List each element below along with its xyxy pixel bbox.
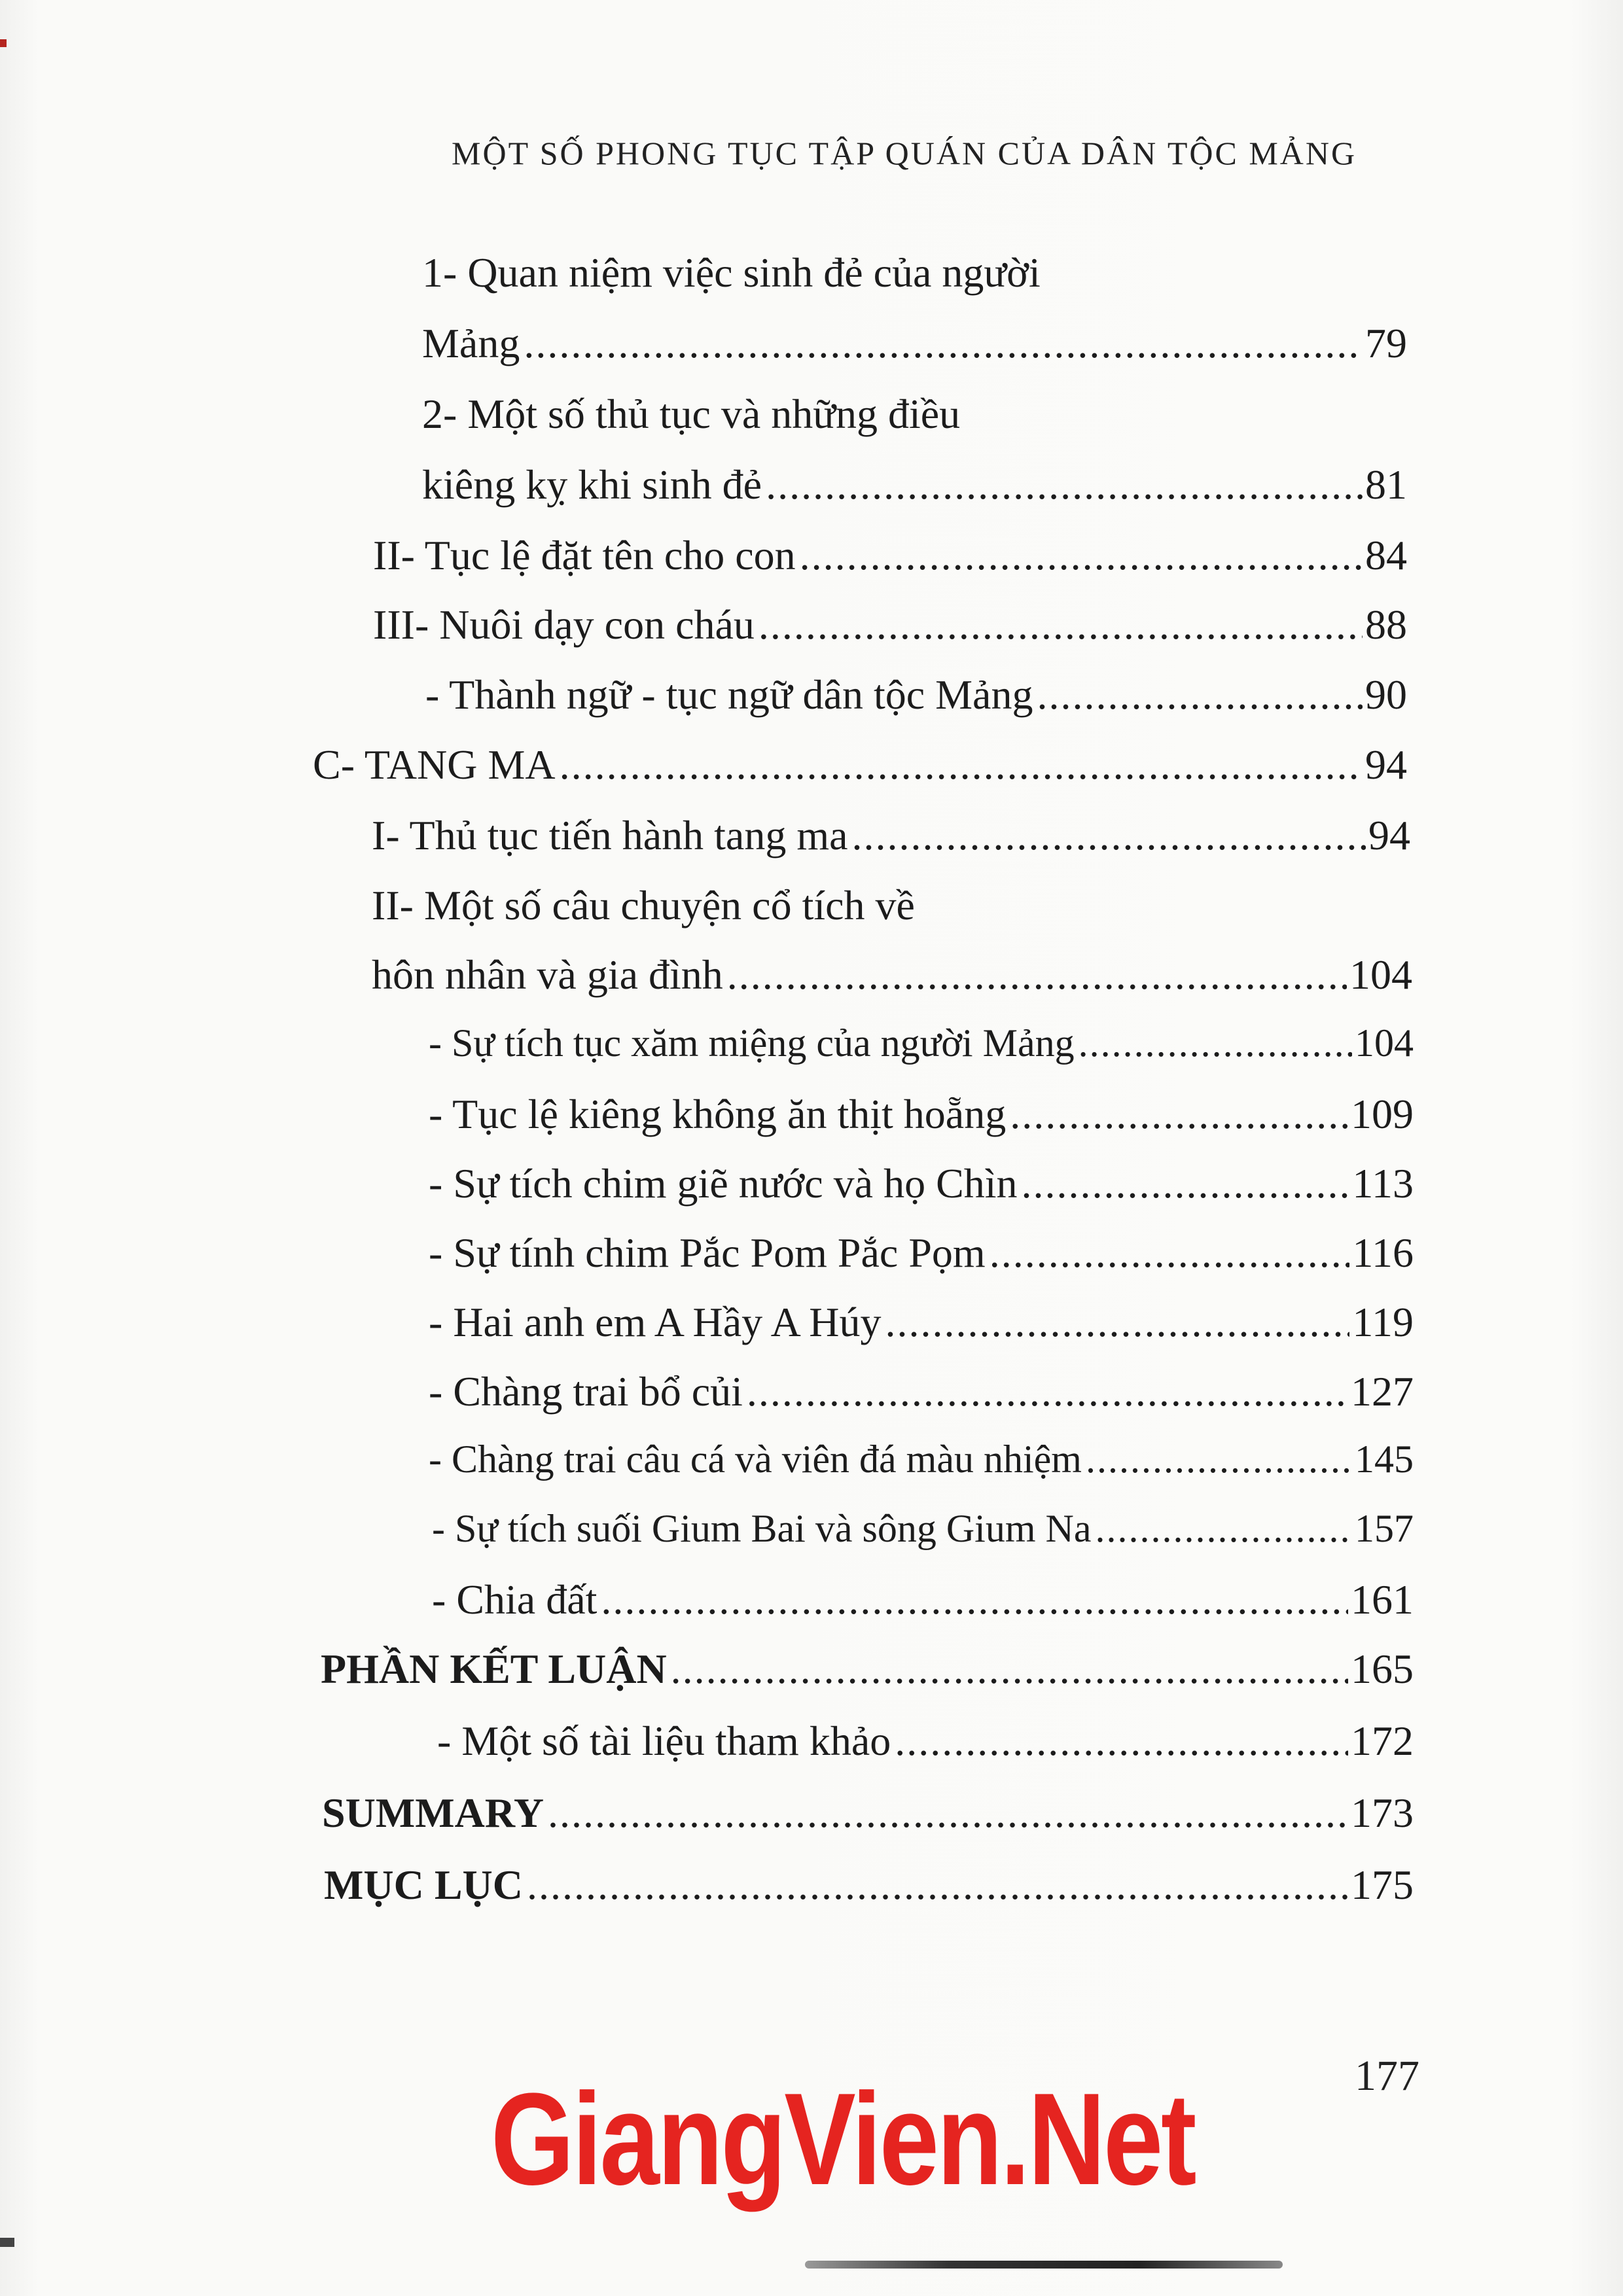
dot-leader — [758, 601, 1363, 649]
left-edge-mark-bottom — [0, 2238, 14, 2247]
toc-entry-page: 104 — [1355, 1021, 1414, 1065]
dot-leader — [671, 1645, 1348, 1693]
toc-entry-page: 116 — [1352, 1229, 1414, 1276]
dot-leader — [852, 811, 1366, 860]
dot-leader — [560, 741, 1363, 789]
toc-entry-title: - Hai anh em A Hầy A Húy — [429, 1299, 882, 1345]
toc-entry-page: 127 — [1351, 1368, 1414, 1415]
page-number: 177 — [1355, 2052, 1419, 2100]
toc-entry — [422, 249, 1044, 301]
toc-entry-page: 175 — [1351, 1862, 1414, 1908]
toc-entry — [429, 1021, 1414, 1073]
dot-leader — [1022, 1159, 1350, 1208]
toc-entry — [372, 811, 1410, 864]
watermark-logo: GiangVien.Net — [491, 2066, 1195, 2212]
toc-entry-title: - Chia đất — [432, 1576, 597, 1623]
toc-entry-title: SUMMARY — [322, 1790, 544, 1836]
toc-entry — [437, 1717, 1414, 1769]
dot-leader — [1095, 1506, 1352, 1551]
toc-entry-page: 104 — [1349, 951, 1412, 998]
dot-leader — [1037, 671, 1363, 719]
dot-leader — [527, 1861, 1348, 1909]
toc-entry-title: kiêng kỵ khi sinh đẻ — [422, 461, 762, 508]
toc-entry-page: 94 — [1365, 741, 1407, 788]
dot-leader — [800, 531, 1363, 580]
toc-entry — [324, 1861, 1414, 1913]
dot-leader — [1079, 1021, 1352, 1066]
running-header: MỘT SỐ PHONG TỤC TẬP QUÁN CỦA DÂN TỘC MẢNG — [452, 135, 1357, 171]
toc-entry — [429, 1437, 1414, 1489]
toc-entry-page: 172 — [1351, 1718, 1414, 1764]
scan-edge-shadow — [805, 2261, 1283, 2269]
dot-leader — [548, 1789, 1348, 1837]
toc-entry — [322, 1789, 1414, 1841]
toc-entry-title: - Sự tích suối Gium Bai và sông Gium Na — [432, 1507, 1092, 1550]
toc-entry-title: II- Một số câu chuyện cổ tích về — [372, 882, 915, 928]
toc-entry — [429, 1298, 1414, 1351]
toc-entry — [373, 601, 1407, 653]
dot-leader — [747, 1368, 1348, 1416]
toc-entry-title: - Chàng trai câu cá và viên đá màu nhiệm — [429, 1438, 1082, 1481]
dot-leader — [990, 1229, 1350, 1277]
toc-entry — [422, 319, 1407, 372]
dot-leader — [766, 461, 1363, 509]
dot-leader — [524, 319, 1363, 368]
toc-entry-page: 90 — [1365, 671, 1407, 718]
toc-entry-title: C- TANG MA — [313, 741, 556, 788]
toc-entry-title: - Tục lệ kiêng không ăn thịt hoẵng — [429, 1091, 1007, 1137]
toc-entry-title: - Chàng trai bổ củi — [429, 1368, 743, 1415]
toc-entry-title: Mảng — [422, 320, 520, 366]
dot-leader — [1010, 1090, 1348, 1139]
toc-entry-title: II- Tục lệ đặt tên cho con — [373, 532, 796, 578]
toc-entry — [432, 1506, 1414, 1559]
toc-entry-page: 94 — [1368, 812, 1410, 858]
toc-entry — [372, 951, 1412, 1003]
toc-entry-title: - Sự tính chim Pắc Pom Pắc Pọm — [429, 1229, 986, 1276]
toc-entry — [313, 741, 1407, 793]
toc-entry-title: - Một số tài liệu tham khảo — [437, 1718, 891, 1764]
toc-entry — [429, 1159, 1414, 1212]
toc-entry — [432, 1576, 1414, 1628]
toc-entry-title: I- Thủ tục tiến hành tang ma — [372, 812, 848, 858]
toc-entry — [429, 1229, 1414, 1281]
toc-entry-page: 119 — [1352, 1299, 1414, 1345]
toc-entry-page: 173 — [1351, 1790, 1414, 1836]
toc-entry — [429, 1090, 1414, 1142]
dot-leader — [601, 1576, 1348, 1624]
left-edge-mark — [0, 39, 7, 47]
toc-entry — [422, 461, 1407, 513]
toc-entry — [321, 1645, 1414, 1697]
toc-entry-title: - Sự tích chim giẽ nước và họ Chìn — [429, 1160, 1018, 1207]
toc-entry-title: MỤC LỤC — [324, 1862, 523, 1908]
toc-entry — [372, 881, 919, 934]
toc-entry-page: 145 — [1355, 1438, 1414, 1481]
toc-entry-title: hôn nhân và gia đình — [372, 951, 723, 998]
toc-entry-title: 2- Một số thủ tục và những điều — [422, 391, 961, 437]
toc-entry-page: 84 — [1365, 532, 1407, 578]
toc-entry — [425, 671, 1407, 723]
toc-entry-page: 81 — [1365, 461, 1407, 508]
toc-entry-title: - Thành ngữ - tục ngữ dân tộc Mảng — [425, 671, 1033, 718]
toc-entry-page: 161 — [1351, 1576, 1414, 1623]
dot-leader — [727, 951, 1347, 999]
toc-entry-title: PHẦN KẾT LUẬN — [321, 1646, 667, 1692]
toc-entry-page: 109 — [1351, 1091, 1414, 1137]
dot-leader — [885, 1298, 1349, 1347]
toc-entry-page: 113 — [1352, 1160, 1414, 1207]
toc-entry-page: 79 — [1365, 320, 1407, 366]
toc-entry-page: 165 — [1351, 1646, 1414, 1692]
toc-entry — [422, 390, 964, 442]
dot-leader — [895, 1717, 1348, 1765]
toc-entry-page: 157 — [1355, 1507, 1414, 1550]
toc-entry-title: - Sự tích tục xăm miệng của người Mảng — [429, 1021, 1075, 1065]
toc-entry-title: 1- Quan niệm việc sinh đẻ của người — [422, 249, 1041, 296]
dot-leader — [1086, 1437, 1352, 1482]
toc-entry — [373, 531, 1407, 584]
toc-entry-title: III- Nuôi dạy con cháu — [373, 601, 755, 648]
toc-entry — [429, 1368, 1414, 1420]
toc-entry-page: 88 — [1365, 601, 1407, 648]
